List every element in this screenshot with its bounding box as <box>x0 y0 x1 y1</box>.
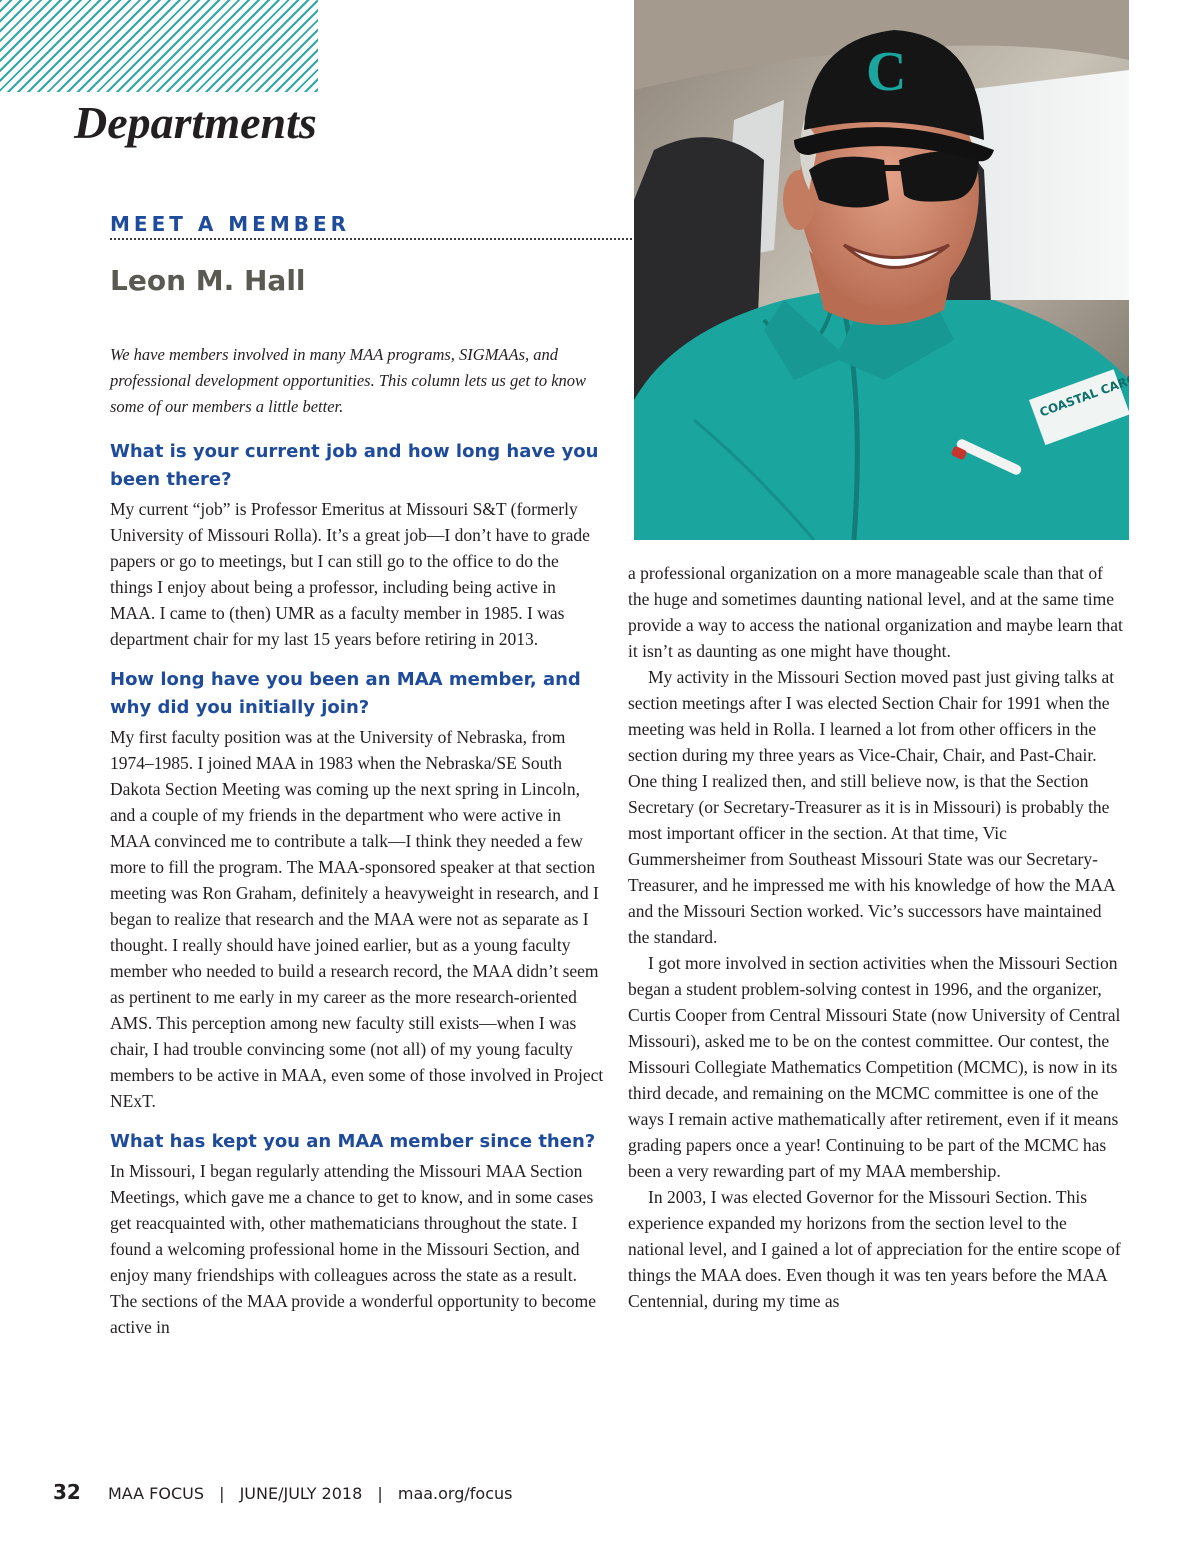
answer-paragraph: My current “job” is Professor Emeritus at Missouri S&T (formerly University of Missouri Rolla). It’s a great job—I don’t have to grade papers or go to meetings, but I can still go to the office to do the things I enjoy about being a professor, including being active in MAA. I came to (then) UMR as a faculty member in 1985. I was department chair for my last 15 years before retiring in 2013. <box>110 499 590 649</box>
page-number: 32 <box>53 1480 81 1504</box>
body-paragraph: I got more involved in section activities when the Missouri Section began a student problem-solving contest in 1996, and the organizer, Curtis Cooper from Central Missouri State (now University of Central Missouri), asked me to be on the contest committee. Our contest, the Missouri Collegiate Mathematics Competition (MCMC), is now in its third decade, and remaining on the MCMC committee is one of the ways I remain active mathematically after retirement, even if it means grading papers once a year! Continuing to be part of the MCMC has been a very rewarding part of my MAA membership. <box>628 953 1121 1181</box>
body-paragraph: In 2003, I was elected Governor for the Missouri Section. This experience expanded my horizons from the section level to the national level, and I gained a lot of appreciation for the entire scope of things the MAA does. Even though it was ten years before the MAA Centennial, during my time as <box>628 1187 1121 1311</box>
footer-separator: | <box>219 1484 225 1503</box>
section-label: MEET A MEMBER <box>110 212 351 236</box>
intro-paragraph: We have members involved in many MAA programs, SIGMAAs, and professional development opportunities. This column lets us get to know some of our members a little better. <box>110 345 587 416</box>
footer-separator: | <box>377 1484 383 1503</box>
publication-name: MAA FOCUS <box>107 1484 204 1503</box>
body-paragraph: My activity in the Missouri Section moved past just giving talks at section meetings after I was elected Section Chair for 1991 when the meeting was held in Rolla. I learned a lot from other officers in the section during my three years as Vice-Chair, Chair, and Past-Chair. One thing I realized then, and still believe now, is that the Section Secretary (or Secretary-Treasurer as it is in Missouri) is probably the most important officer in the section. At that time, Vic Gummersheimer from Southeast Missouri State was our Secretary-Treasurer, and he impressed me with his knowledge of how the MAA and the Missouri Section worked. Vic’s successors have maintained the standard. <box>628 667 1115 947</box>
department-title: Departments <box>74 97 317 148</box>
cap-logo-letter: C <box>866 41 907 103</box>
dotted-divider <box>110 238 632 240</box>
decorative-hatch-pattern <box>0 0 318 92</box>
member-photo <box>634 0 1129 540</box>
issue-date: JUNE/JULY 2018 <box>239 1484 363 1503</box>
answer-paragraph: In Missouri, I began regularly attending the Missouri MAA Section Meetings, which gave me a chance to get to know, and in some cases get reacquainted with, other mathematicians throughout the state. I found a welcoming professional home in the Missouri Section, and enjoy many friendships with colleagues across the state as a result. The sections of the MAA provide a wonderful opportunity to become active in <box>110 1161 597 1337</box>
right-column <box>628 560 1126 1314</box>
member-name: Leon M. Hall <box>110 264 306 297</box>
question-heading: What is your current job and how long have you been there? <box>110 441 599 490</box>
answer-paragraph: My first faculty position was at the University of Nebraska, from 1974–1985. I joined MAA in 1983 when the Nebraska/SE South Dakota Section Meeting was coming up the next spring in Lincoln, and a couple of my friends in the department who were active in MAA convinced me to contribute a talk—I think they needed a few more to fill the program. The MAA-sponsored speaker at that section meeting was Ron Graham, definitely a heavyweight in research, and I began to realize that research and the MAA were not as separate as I thought. I really should have joined earlier, but as a young faculty member who needed to build a research record, the MAA didn’t seem as pertinent to me early in my career as the more research-oriented AMS. This perception among new faculty still exists—when I was chair, I had trouble convincing some (not all) of my young faculty members to be active in MAA, even some of those involved in Project NExT. <box>110 727 604 1111</box>
left-column <box>110 438 605 1354</box>
page-footer <box>53 1480 512 1504</box>
question-heading: What has kept you an MAA member since then? <box>110 1131 596 1152</box>
body-paragraph: a professional organization on a more manageable scale than that of the huge and sometimes daunting national level, and at the same time provide a way to access the national organization and maybe learn that it isn’t as daunting as one might have thought. <box>628 563 1123 661</box>
question-heading: How long have you been an MAA member, and why did you initially join? <box>110 669 581 718</box>
publication-url: maa.org/focus <box>397 1484 513 1503</box>
